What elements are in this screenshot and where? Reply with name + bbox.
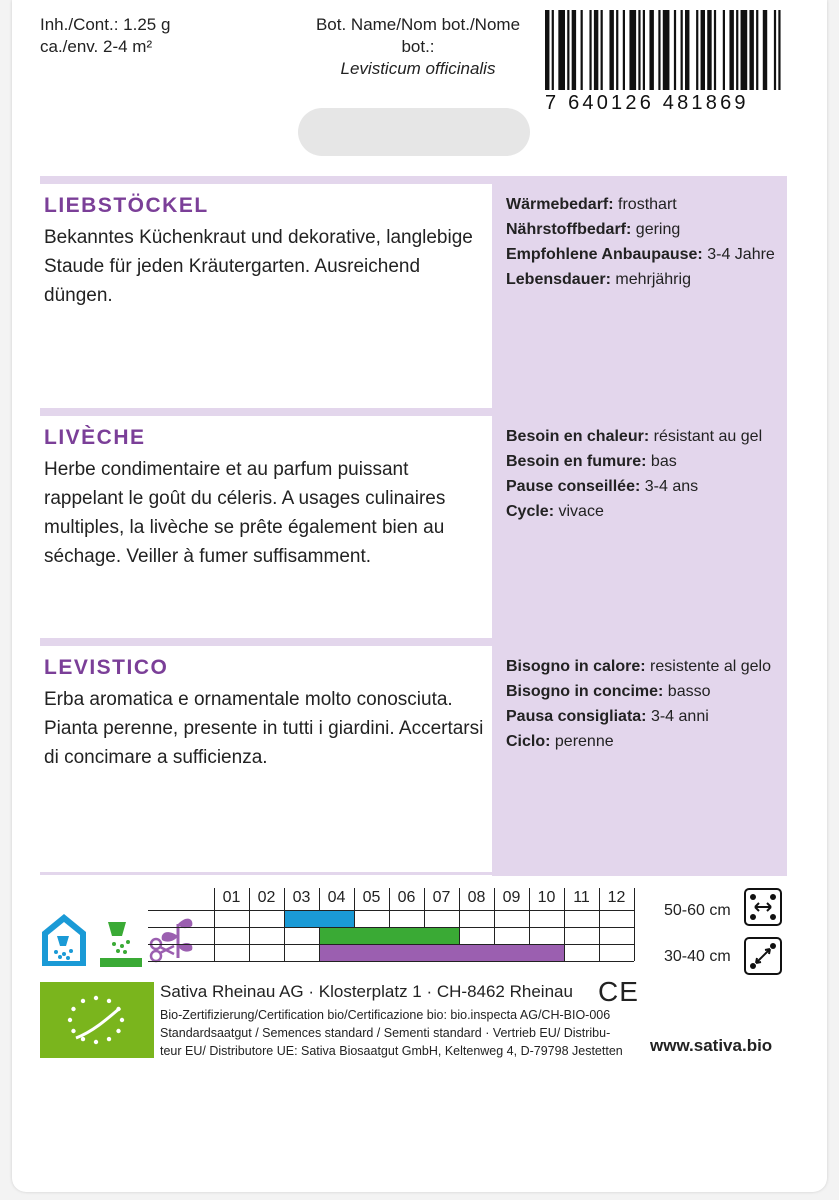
property-row: Nährstoffbedarf: gering [506, 221, 681, 238]
property-row: Bisogno in calore: resistente al gelo [506, 658, 771, 675]
month-label: 10 [537, 889, 556, 906]
month-label: 05 [362, 889, 381, 906]
calendar-gridline [214, 888, 215, 961]
property-row: Lebensdauer: mehrjährig [506, 271, 691, 288]
contents-weight: Inh./Cont.: 1.25 g [40, 15, 171, 34]
month-label: 03 [292, 889, 311, 906]
section-description: Herbe condimentaire et au parfum puissant rappelant le goût du céleris. A usages culinaires multiples, la livèche se prête également bien au séchage. Veiller à fumer suffisamment. [44, 459, 446, 567]
property-row: Wärmebedarf: frosthart [506, 196, 677, 213]
hanging-hole [298, 108, 530, 156]
contents-info [40, 14, 170, 58]
calendar-gridline [148, 910, 634, 911]
section-divider [40, 408, 787, 416]
company-address: Sativa Rheinau AG · Klosterplatz 1 · CH-8462 Rheinau [160, 982, 573, 1001]
section-divider [40, 872, 787, 875]
property-row: Cycle: vivace [506, 503, 604, 520]
properties-list [492, 192, 787, 292]
month-label: 07 [432, 889, 451, 906]
section-title: LEVISTICO [44, 656, 169, 679]
calendar-gridline [249, 888, 250, 961]
month-label: 08 [467, 889, 486, 906]
property-row: Bisogno in concime: basso [506, 683, 711, 700]
month-label: 06 [397, 889, 416, 906]
section-french [40, 418, 787, 638]
month-label: 04 [327, 889, 346, 906]
property-row: Besoin en fumure: bas [506, 453, 677, 470]
greenhouse-sowing-period-bar [285, 911, 354, 927]
distributor-text: teur EU/ Distributore UE: Sativa Biosaatgut GmbH, Keltenweg 4, D-79798 Jestetten [160, 1044, 623, 1058]
calendar-gridline [564, 888, 565, 961]
month-label: 12 [607, 889, 626, 906]
certification-text: Bio-Zertifizierung/Certification bio/Certificazione bio: bio.inspecta AG/CH-BIO-006 [160, 1008, 611, 1022]
row-spacing-icon [744, 888, 782, 926]
properties-list [492, 654, 787, 754]
property-row: Empfohlene Anbaupause: 3-4 Jahre [506, 246, 775, 263]
harvest-period-bar [320, 945, 564, 961]
botanical-name-label: Bot. Name/Nom bot./Nome bot.: [315, 15, 521, 56]
barcode [545, 10, 785, 90]
property-row: Besoin en chaleur: résistant au gel [506, 428, 763, 445]
botanical-name [302, 14, 534, 80]
property-row: Ciclo: perenne [506, 733, 614, 750]
outdoor-sowing-icon [98, 918, 144, 968]
calendar-gridline [634, 888, 635, 961]
property-row: Pause conseillée: 3-4 ans [506, 478, 699, 495]
section-description: Erba aromatica e ornamentale molto conosciuta. Pianta perenne, presente in tutti i giardini. Accertarsi di concimare a sufficienza. [44, 689, 484, 768]
section-german [40, 186, 787, 406]
barcode-number: 7 640126 481869 [545, 92, 749, 114]
botanical-name-value: Levisticum officinalis [340, 59, 496, 78]
sowing-calendar [214, 888, 634, 970]
website-link[interactable]: www.sativa.bio [650, 1036, 773, 1055]
month-label: 02 [257, 889, 276, 906]
section-divider [40, 176, 787, 184]
greenhouse-sowing-icon [40, 912, 88, 968]
standard-seed-text: Standardsaatgut / Semences standard / Sementi standard · Vertrieb EU/ Distribu- [160, 1026, 611, 1040]
row-spacing-label: 50-60 cm [664, 902, 731, 919]
month-label: 11 [573, 889, 590, 906]
contents-area: ca./env. 2-4 m² [40, 37, 153, 56]
ce-mark: CE [598, 976, 639, 1007]
section-title: LIEBSTÖCKEL [44, 194, 209, 217]
section-title: LIVÈCHE [44, 426, 146, 449]
section-italian [40, 648, 787, 868]
section-divider [40, 638, 787, 646]
plant-spacing-label: 30-40 cm [664, 948, 731, 965]
month-label: 01 [222, 889, 241, 906]
calendar-gridline [599, 888, 600, 961]
properties-list [492, 424, 787, 524]
eu-organic-logo [40, 982, 154, 1058]
harvest-icon [148, 910, 196, 968]
plant-spacing-icon [744, 937, 782, 975]
calendar-gridline [148, 961, 634, 962]
month-label: 09 [502, 889, 521, 906]
section-description: Bekanntes Küchenkraut und dekorative, langlebige Staude für jeden Kräutergarten. Ausreichend düngen. [44, 227, 473, 306]
outdoor-sowing-period-bar [320, 928, 459, 944]
property-row: Pausa consigliata: 3-4 anni [506, 708, 709, 725]
